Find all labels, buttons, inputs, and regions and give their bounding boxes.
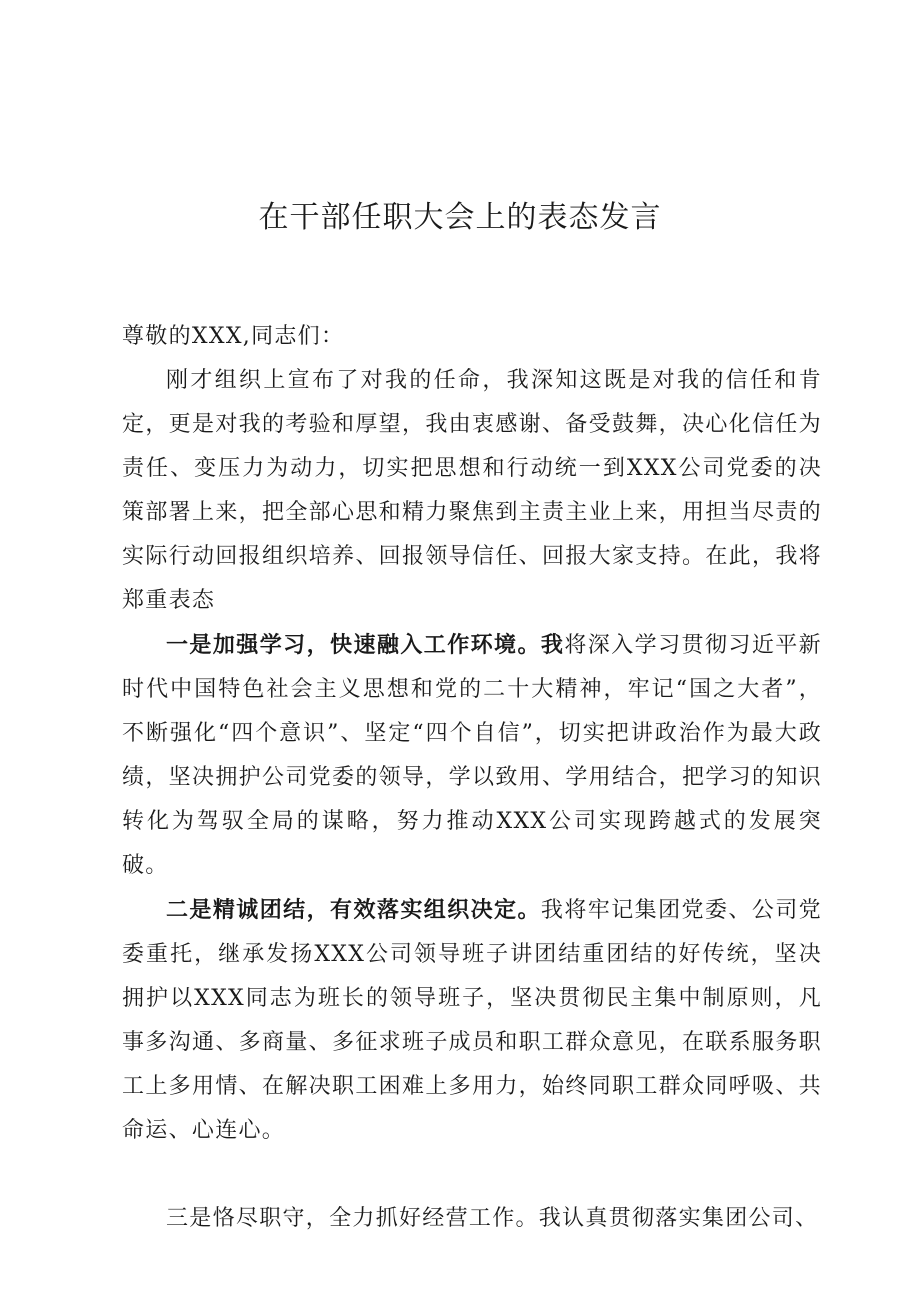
paragraph-point-1-lead: 一是加强学习，快速融入工作环境。我 <box>166 632 565 658</box>
paragraph-point-2-text: 我将牢记集团党委、公司党委重托，继承发扬XXX公司领导班子讲团结重团结的好传统，坚决拥护以XXX同志为班长的领导班子，坚决贯彻民主集中制原则，凡事多沟通、多商量、多征求班子成员和职工群众意见，在联系服务职工上多用情、在解决职工困难上多用力，始终同职工群众同呼吸、共命运、心连心。 <box>122 898 822 1143</box>
paragraph-point-1 <box>122 623 822 888</box>
paragraph-point-3 <box>122 1197 822 1241</box>
paragraph-intro <box>122 359 822 623</box>
salutation: 尊敬的XXX,同志们： <box>122 324 345 349</box>
paragraph-point-2-lead: 二是精诚团结，有效落实组织决定。 <box>166 897 541 923</box>
document-title: 在干部任职大会上的表态发言 <box>258 200 662 235</box>
paragraph-point-1-text: 将深入学习贯彻习近平新时代中国特色社会主义思想和党的二十大精神，牢记“国之大者”，不断强化“四个意识”、坚定“四个自信”，切实把讲政治作为最大政绩，坚决拥护公司党委的领导，学以致用、学用结合，把学习的知识转化为驾驭全局的谋略，努力推动XXX公司实现跨越式的发展突破。 <box>122 633 822 878</box>
paragraph-point-3-text: 三是恪尽职守，全力抓好经营工作。我认真贯彻落实集团公司、 <box>166 1206 819 1231</box>
document-body <box>122 315 822 1241</box>
paragraph-point-2 <box>122 888 822 1153</box>
paragraph-intro-text: 刚才组织上宣布了对我的任命，我深知这既是对我的信任和肯定，更是对我的考验和厚望，我由衷感谢、备受鼓舞，决心化信任为责任、变压力为动力，切实把思想和行动统一到XXX公司党委的决策部署上来，把全部心思和精力聚焦到主责主业上来，用担当尽责的实际行动回报组织培养、回报领导信任、回报大家支持。在此，我将郑重表态 <box>122 368 822 613</box>
